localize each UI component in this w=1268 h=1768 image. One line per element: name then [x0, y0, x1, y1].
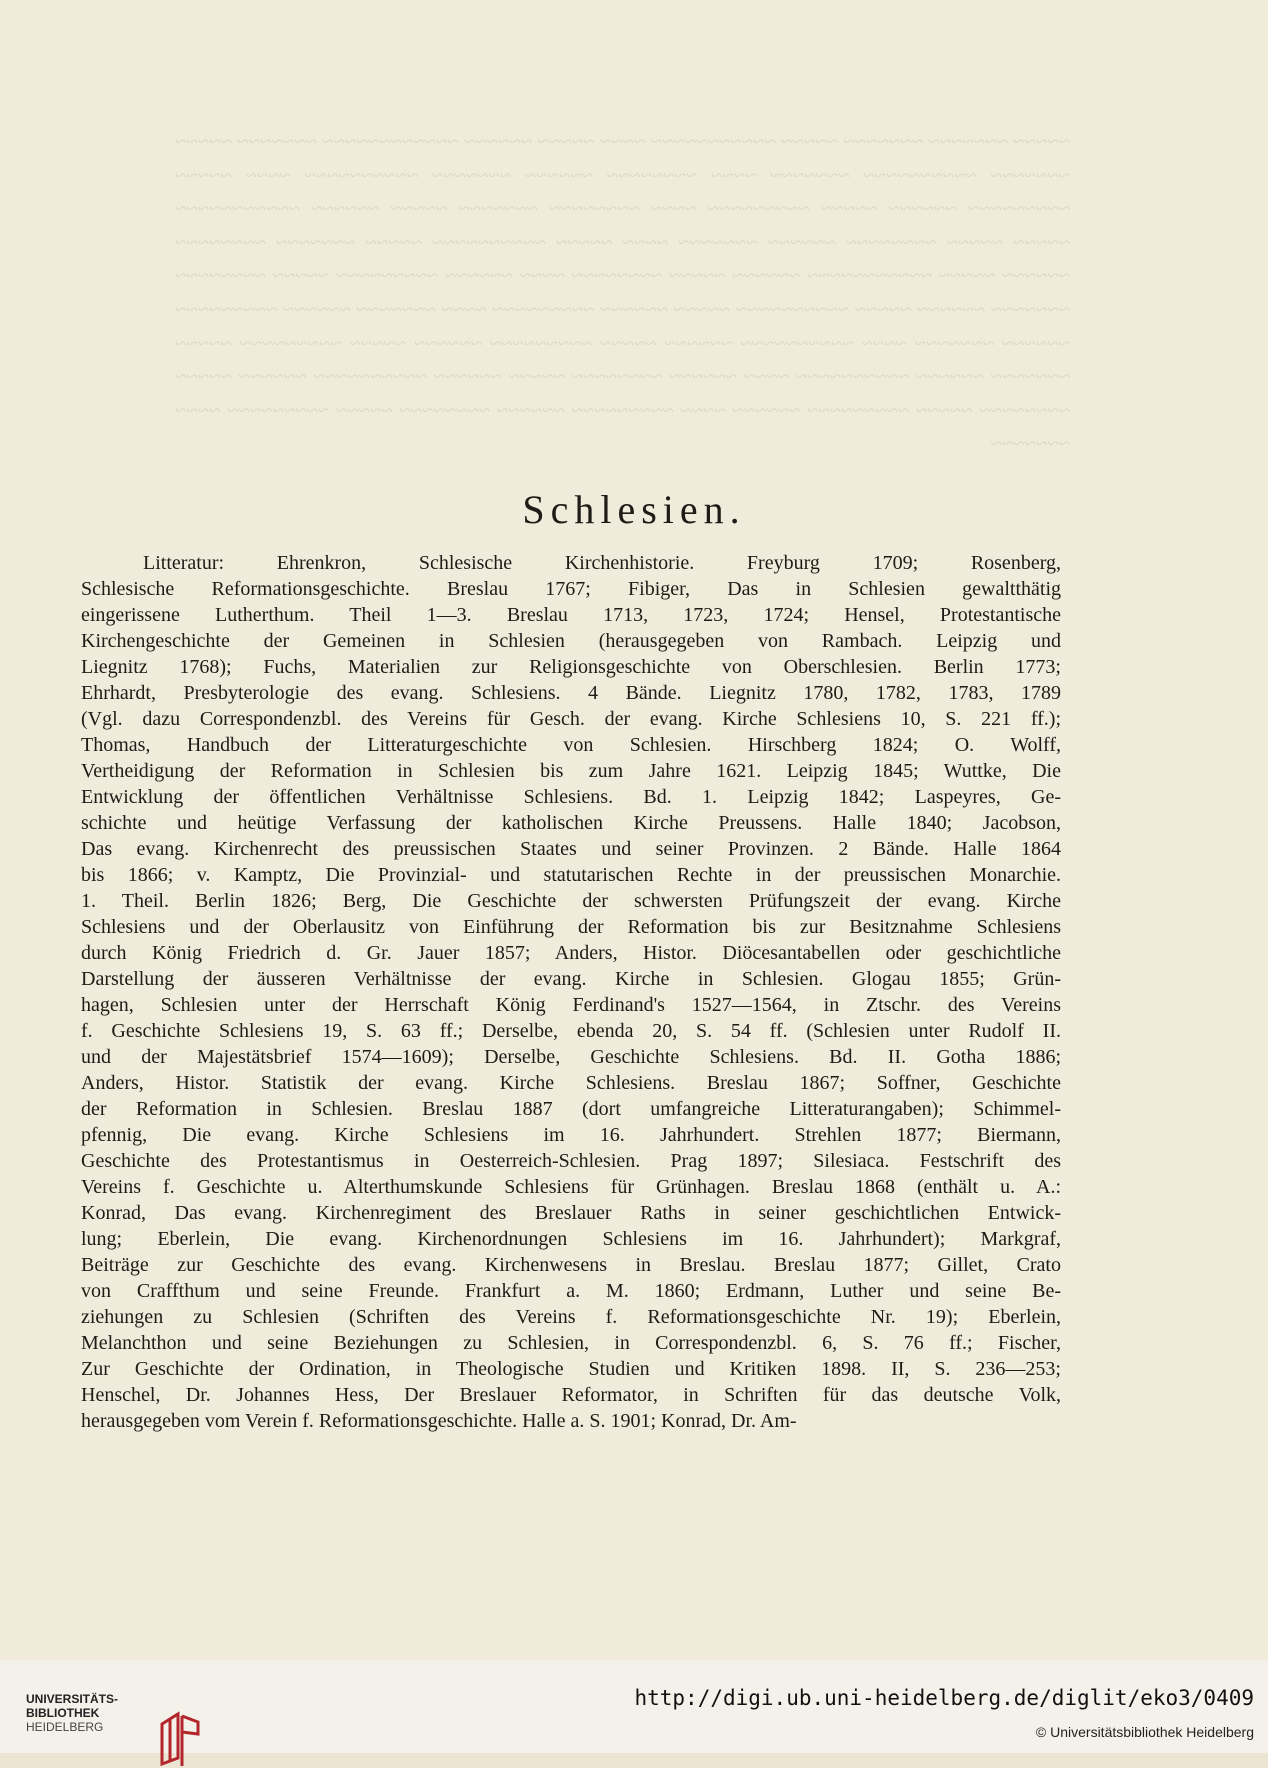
text-line: eingerissene Lutherthum. Theil 1—3. Breslau 1713, 1723, 1724; Hensel, Protestantische [81, 604, 1061, 626]
logo-line-1: UNIVERSITÄTS- [26, 1692, 119, 1706]
text-line: Schlesische Reformationsgeschichte. Breslau 1767; Fibiger, Das in Schlesien gewaltthätig [81, 578, 1061, 600]
text-line: herausgegeben vom Verein f. Reformationsgeschichte. Halle a. S. 1901; Konrad, Dr. Am- [81, 1410, 797, 1432]
copyright-notice: © Universitätsbibliothek Heidelberg [1035, 1724, 1254, 1740]
text-line: der Reformation in Schlesien. Breslau 1887 (dort umfangreiche Litteraturangaben); Schimmel- [81, 1098, 1061, 1120]
text-line: Litteratur: Ehrenkron, Schlesische Kirchenhistorie. Freyburg 1709; Rosenberg, [143, 552, 1061, 574]
text-line: Konrad, Das evang. Kirchenregiment des Breslauer Raths in seiner geschichtlichen Entwick- [81, 1202, 1061, 1224]
permalink-url[interactable]: http://digi.ub.uni-heidelberg.de/diglit/eko3/0409 [634, 1686, 1254, 1710]
text-line: Das evang. Kirchenrecht des preussischen Staates und seiner Provinzen. 2 Bände. Halle 1864 [81, 838, 1061, 860]
text-line: pfennig, Die evang. Kirche Schlesiens im 16. Jahrhundert. Strehlen 1877; Biermann, [81, 1124, 1061, 1146]
text-line: lung; Eberlein, Die evang. Kirchenordnungen Schlesiens im 16. Jahrhundert); Markgraf, [81, 1228, 1061, 1250]
text-line: 1. Theil. Berlin 1826; Berg, Die Geschichte der schwersten Prüfungszeit der evang. Kirche [81, 890, 1061, 912]
text-line: Ehrhardt, Presbyterologie des evang. Schlesiens. 4 Bände. Liegnitz 1780, 1782, 1783, 1789 [81, 682, 1061, 704]
text-line: Schlesiens und der Oberlausitz von Einführung der Reformation bis zur Besitznahme Schlesiens [81, 916, 1061, 938]
literature-paragraph [81, 550, 1061, 1434]
bleed-through-text: ~~~~~ ~~~~~~~ ~~~~~~~ ~~~~~ ~~~~~~~~~~~ ~~~~ ~~~~~ ~~~~~~ ~~~~~~~~~~~~ ~~~~~~~ ~~~~~ ~~~~~~~ ~~~~~~~~~~ ~~~~~~~ ~~~~ ~~~~~~~~ ~~~~~~ ~~~~~~~ ~~~~~~~~~~ ~~~~ ~~~~~ ~~~~~~~~~ ~~~~~~ ~~~~~ ~~~~~~~~~ ~~~~ ~~~~~~~~ ~~~~~~~ ~~~~~ ~~~~~~ ~~~~~~~~~~~ ~~~~~ ~~~~~ ~~~~~~~~ ~~~~~~ ~~~~~~~ ~~~~ ~~~~~ ~~~~~~~~~~ ~~~~~ ~~~~~~~ ~~~~~~~~ ~~~~~~ ~~~~~ ~~~~~~~~~~~ ~~~~~~ ~~~~~ ~~~~~~~~ ~~~~ ~~~~~~ ~~~~~~~~~ ~~~~~ ~~~~~~~~ ~~~~~~~ ~~~~~~ ~~~~~ ~~~~~~~~~~ ~~~~~ ~~~~~~ ~~~~~~~~~ ~~~~ ~~~~~~~ ~~~~~~ ~~~~~~~~~ ~~~~~~ ~~~~~~~ ~~~~ ~~~~~~~~~~ ~~~~~~ ~~~~~ ~~~~~~~~~ ~~~~~~ ~~~~~ ~~~~~~~~~ ~~~~~ ~~~~~~~ ~~~~~~ ~~~~~~~~~~ ~~~~ ~~~~~~ ~~~~~~~~ ~~~~~ ~~~~~~ ~~~~~~~~~~ ~~~~~~ ~~~~~ ~~~~~~~~ ~~~~~ ~~~~~~~~~ ~~~~~~ ~~~~ ~~~~~~~~~ ~~~~~~ ~~~~~~~~ ~~~~~ ~~~~~~~~~ ~~~~ ~~~~~~~ [175, 129, 1070, 456]
library-logo[interactable] [26, 1692, 216, 1742]
text-line: Liegnitz 1768); Fuchs, Materialien zur Religionsgeschichte von Oberschlesien. Berlin 1773; [81, 656, 1061, 678]
text-line: Darstellung der äusseren Verhältnisse der evang. Kirche in Schlesien. Glogau 1855; Grün- [81, 968, 1061, 990]
text-line: Vereins f. Geschichte u. Alterthumskunde Schlesiens für Grünhagen. Breslau 1868 (enthält u. A.: [81, 1176, 1061, 1198]
text-line: ziehungen zu Schlesien (Schriften des Vereins f. Reformationsgeschichte Nr. 19); Eberlein, [81, 1306, 1061, 1328]
text-line: (Vgl. dazu Correspondenzbl. des Vereins für Gesch. der evang. Kirche Schlesiens 10, S. 221 ff.); [81, 708, 1061, 730]
logo-line-3: HEIDELBERG [26, 1720, 104, 1734]
text-line: schichte und heütige Verfassung der katholischen Kirche Preussens. Halle 1840; Jacobson, [81, 812, 1061, 834]
text-line: Thomas, Handbuch der Litteraturgeschichte von Schlesien. Hirschberg 1824; O. Wolff, [81, 734, 1061, 756]
logo-line-2: BIBLIOTHEK [26, 1706, 100, 1720]
text-line: durch König Friedrich d. Gr. Jauer 1857; Anders, Histor. Diöcesantabellen oder geschichtliche [81, 942, 1061, 964]
text-line: Entwicklung der öffentlichen Verhältnisse Schlesiens. Bd. 1. Leipzig 1842; Laspeyres, Ge- [81, 786, 1061, 808]
text-line: f. Geschichte Schlesiens 19, S. 63 ff.; Derselbe, ebenda 20, S. 54 ff. (Schlesien unter Rudolf II. [81, 1020, 1061, 1042]
viewer-footer [0, 1660, 1268, 1753]
text-line: bis 1866; v. Kamptz, Die Provinzial- und statutarischen Rechte in der preussischen Monarchie. [81, 864, 1061, 886]
text-line: Zur Geschichte der Ordination, in Theologische Studien und Kritiken 1898. II, S. 236—253; [81, 1358, 1061, 1380]
ub-heidelberg-logo-icon [154, 1710, 204, 1768]
text-line: hagen, Schlesien unter der Herrschaft König Ferdinand's 1527—1564, in Ztschr. des Vereins [81, 994, 1061, 1016]
text-line: Melanchthon und seine Beziehungen zu Schlesien, in Correspondenzbl. 6, S. 76 ff.; Fischer, [81, 1332, 1061, 1354]
text-line: und der Majestätsbrief 1574—1609); Derselbe, Geschichte Schlesiens. Bd. II. Gotha 1886; [81, 1046, 1061, 1068]
text-line: Henschel, Dr. Johannes Hess, Der Breslauer Reformator, in Schriften für das deutsche Volk, [81, 1384, 1061, 1406]
text-line: Beiträge zur Geschichte des evang. Kirchenwesens in Breslau. Breslau 1877; Gillet, Crato [81, 1254, 1061, 1276]
text-line: Kirchengeschichte der Gemeinen in Schlesien (herausgegeben von Rambach. Leipzig und [81, 630, 1061, 652]
text-line: Vertheidigung der Reformation in Schlesien bis zum Jahre 1621. Leipzig 1845; Wuttke, Die [81, 760, 1061, 782]
text-line: Geschichte des Protestantismus in Oesterreich-Schlesien. Prag 1897; Silesiaca. Festschrift des [81, 1150, 1061, 1172]
text-line: von Craffthum und seine Freunde. Frankfurt a. M. 1860; Erdmann, Luther und seine Be- [81, 1280, 1061, 1302]
page-title: Schlesien. [522, 487, 746, 532]
text-line: Anders, Histor. Statistik der evang. Kirche Schlesiens. Breslau 1867; Soffner, Geschichte [81, 1072, 1061, 1094]
